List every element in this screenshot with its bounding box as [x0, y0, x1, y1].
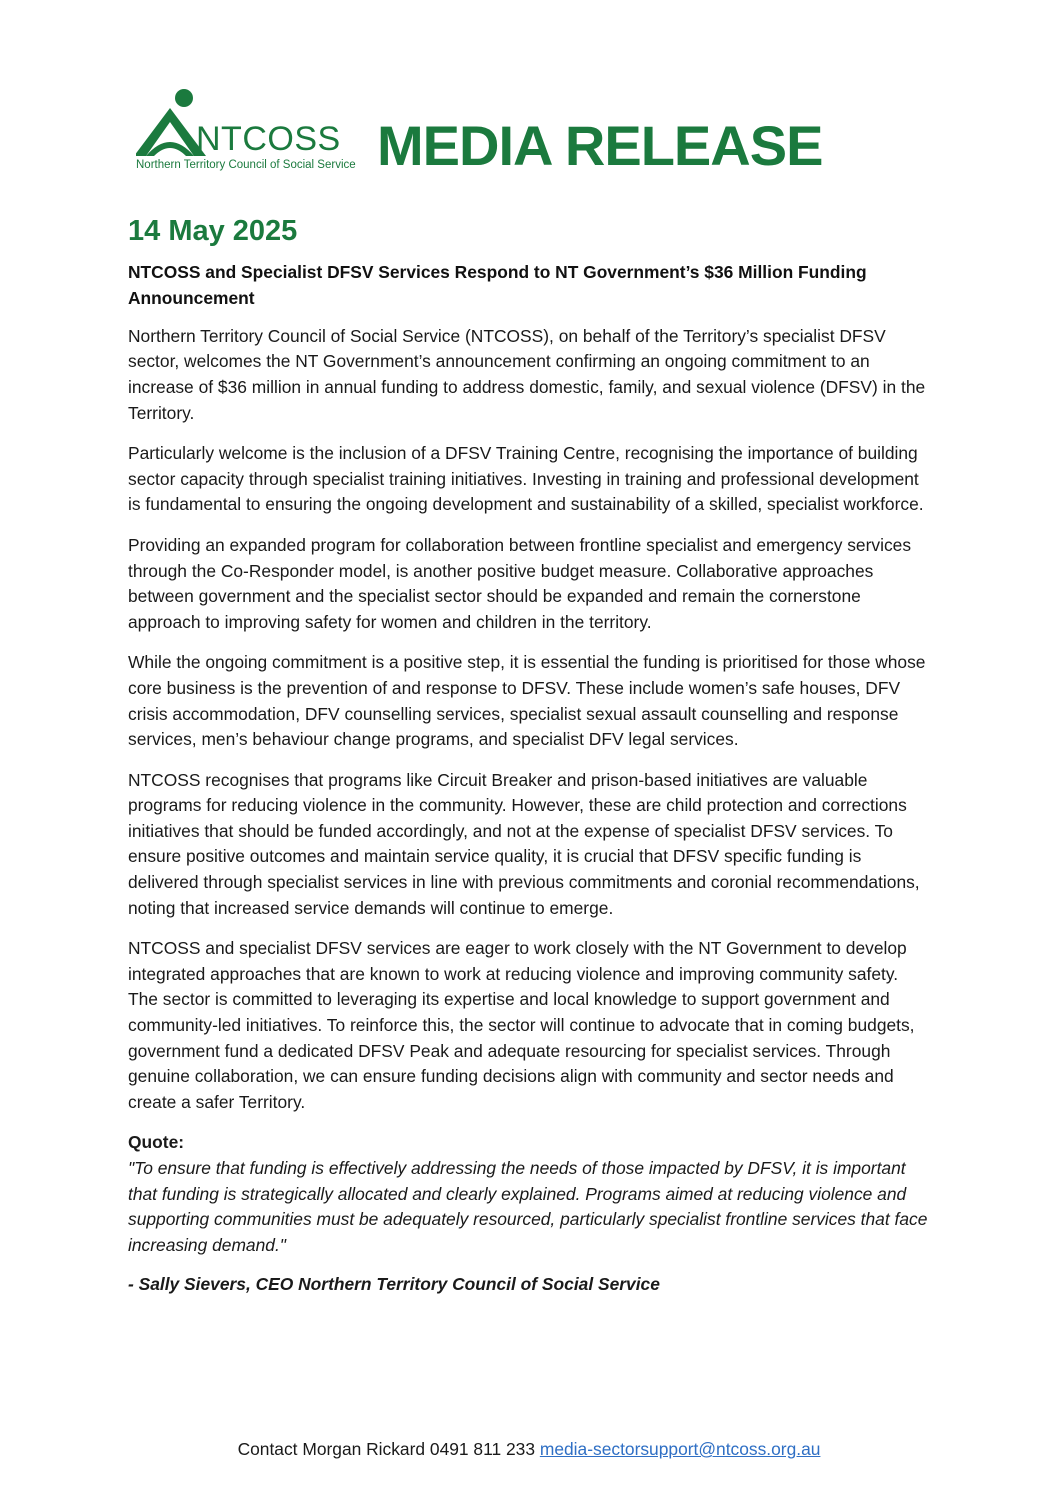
contact-line: [0, 1437, 1058, 1461]
page-title: MEDIA RELEASE: [377, 114, 823, 177]
paragraph: NTCOSS and specialist DFSV services are eager to work closely with the NT Government to develop integrated approaches that are known to work at reducing violence and improving community safety. The sector is committed to leveraging its expertise and local knowledge to support government and community-led initiatives. To reinforce this, the sector will continue to advocate that in coming budgets, government fund a dedicated DFSV Peak and adequate resourcing for specialist services. Through genuine collaboration, we can ensure funding decisions align with community and sector needs and create a safer Territory.: [128, 938, 915, 1112]
paragraph: Northern Territory Council of Social Service (NTCOSS), on behalf of the Territory’s specialist DFSV sector, welcomes the NT Government’s announcement confirming an ongoing commitment to an increase of $36 million in annual funding to address domestic, family, and sexual violence (DFSV) in the Territory.: [128, 325, 926, 423]
logo-subtitle: Northern Territory Council of Social Service: [136, 159, 356, 171]
quote-attribution: - Sally Sievers, CEO Northern Territory Council of Social Service: [128, 1274, 660, 1295]
paragraph: Particularly welcome is the inclusion of a DFSV Training Centre, recognising the importance of building sector capacity through specialist training initiatives. Investing in training and professional development is fundamental to ensuring the ongoing development and sustainability of a skilled, specialist workforce.: [128, 443, 924, 515]
logo-wordmark: NTCOSS: [196, 120, 341, 158]
ntcoss-logo: [136, 84, 358, 178]
paragraph: While the ongoing commitment is a positive step, it is essential the funding is prioritised for those whose core business is the prevention of and response to DFSV. These include women’s safe houses, DFV crisis accommodation, DFV counselling services, specialist sexual assault counselling and response services, men’s behaviour change programs, and specialist DFV legal services.: [128, 652, 926, 750]
quote-label: Quote:: [128, 1132, 185, 1153]
release-body: [128, 214, 928, 1298]
release-headline: NTCOSS and Specialist DFSV Services Respond to NT Government’s $36 Million Funding Announcement: [128, 261, 867, 308]
paragraph: NTCOSS recognises that programs like Circuit Breaker and prison-based initiatives are valuable programs for reducing violence in the community. However, these are child protection and corrections initiatives that should be funded accordingly, and not at the expense of specialist DFSV services. To ensure positive outcomes and maintain service quality, it is crucial that DFSV specific funding is delivered through specialist services in line with previous commitments and coronial recommendations, noting that increased service demands will continue to emerge.: [128, 769, 920, 918]
quote-text: "To ensure that funding is effectively addressing the needs of those impacted by DFSV, it is important that funding is strategically allocated and clearly explained. Programs aimed at reducing violence and supporting communities must be adequately resourced, particularly specialist frontline services that face increasing demand.": [128, 1158, 928, 1255]
contact-text: Contact Morgan Rickard 0491 811 233: [237, 1439, 535, 1459]
contact-email-link[interactable]: media-sectorsupport@ntcoss.org.au: [539, 1439, 821, 1459]
release-date: 14 May 2025: [128, 215, 298, 247]
paragraph: Providing an expanded program for collaboration between frontline specialist and emergency services through the Co-Responder model, is another positive budget measure. Collaborative approaches between government and the specialist sector should be expanded and remain the cornerstone approach to improving safety for women and children in the territory.: [128, 534, 912, 632]
